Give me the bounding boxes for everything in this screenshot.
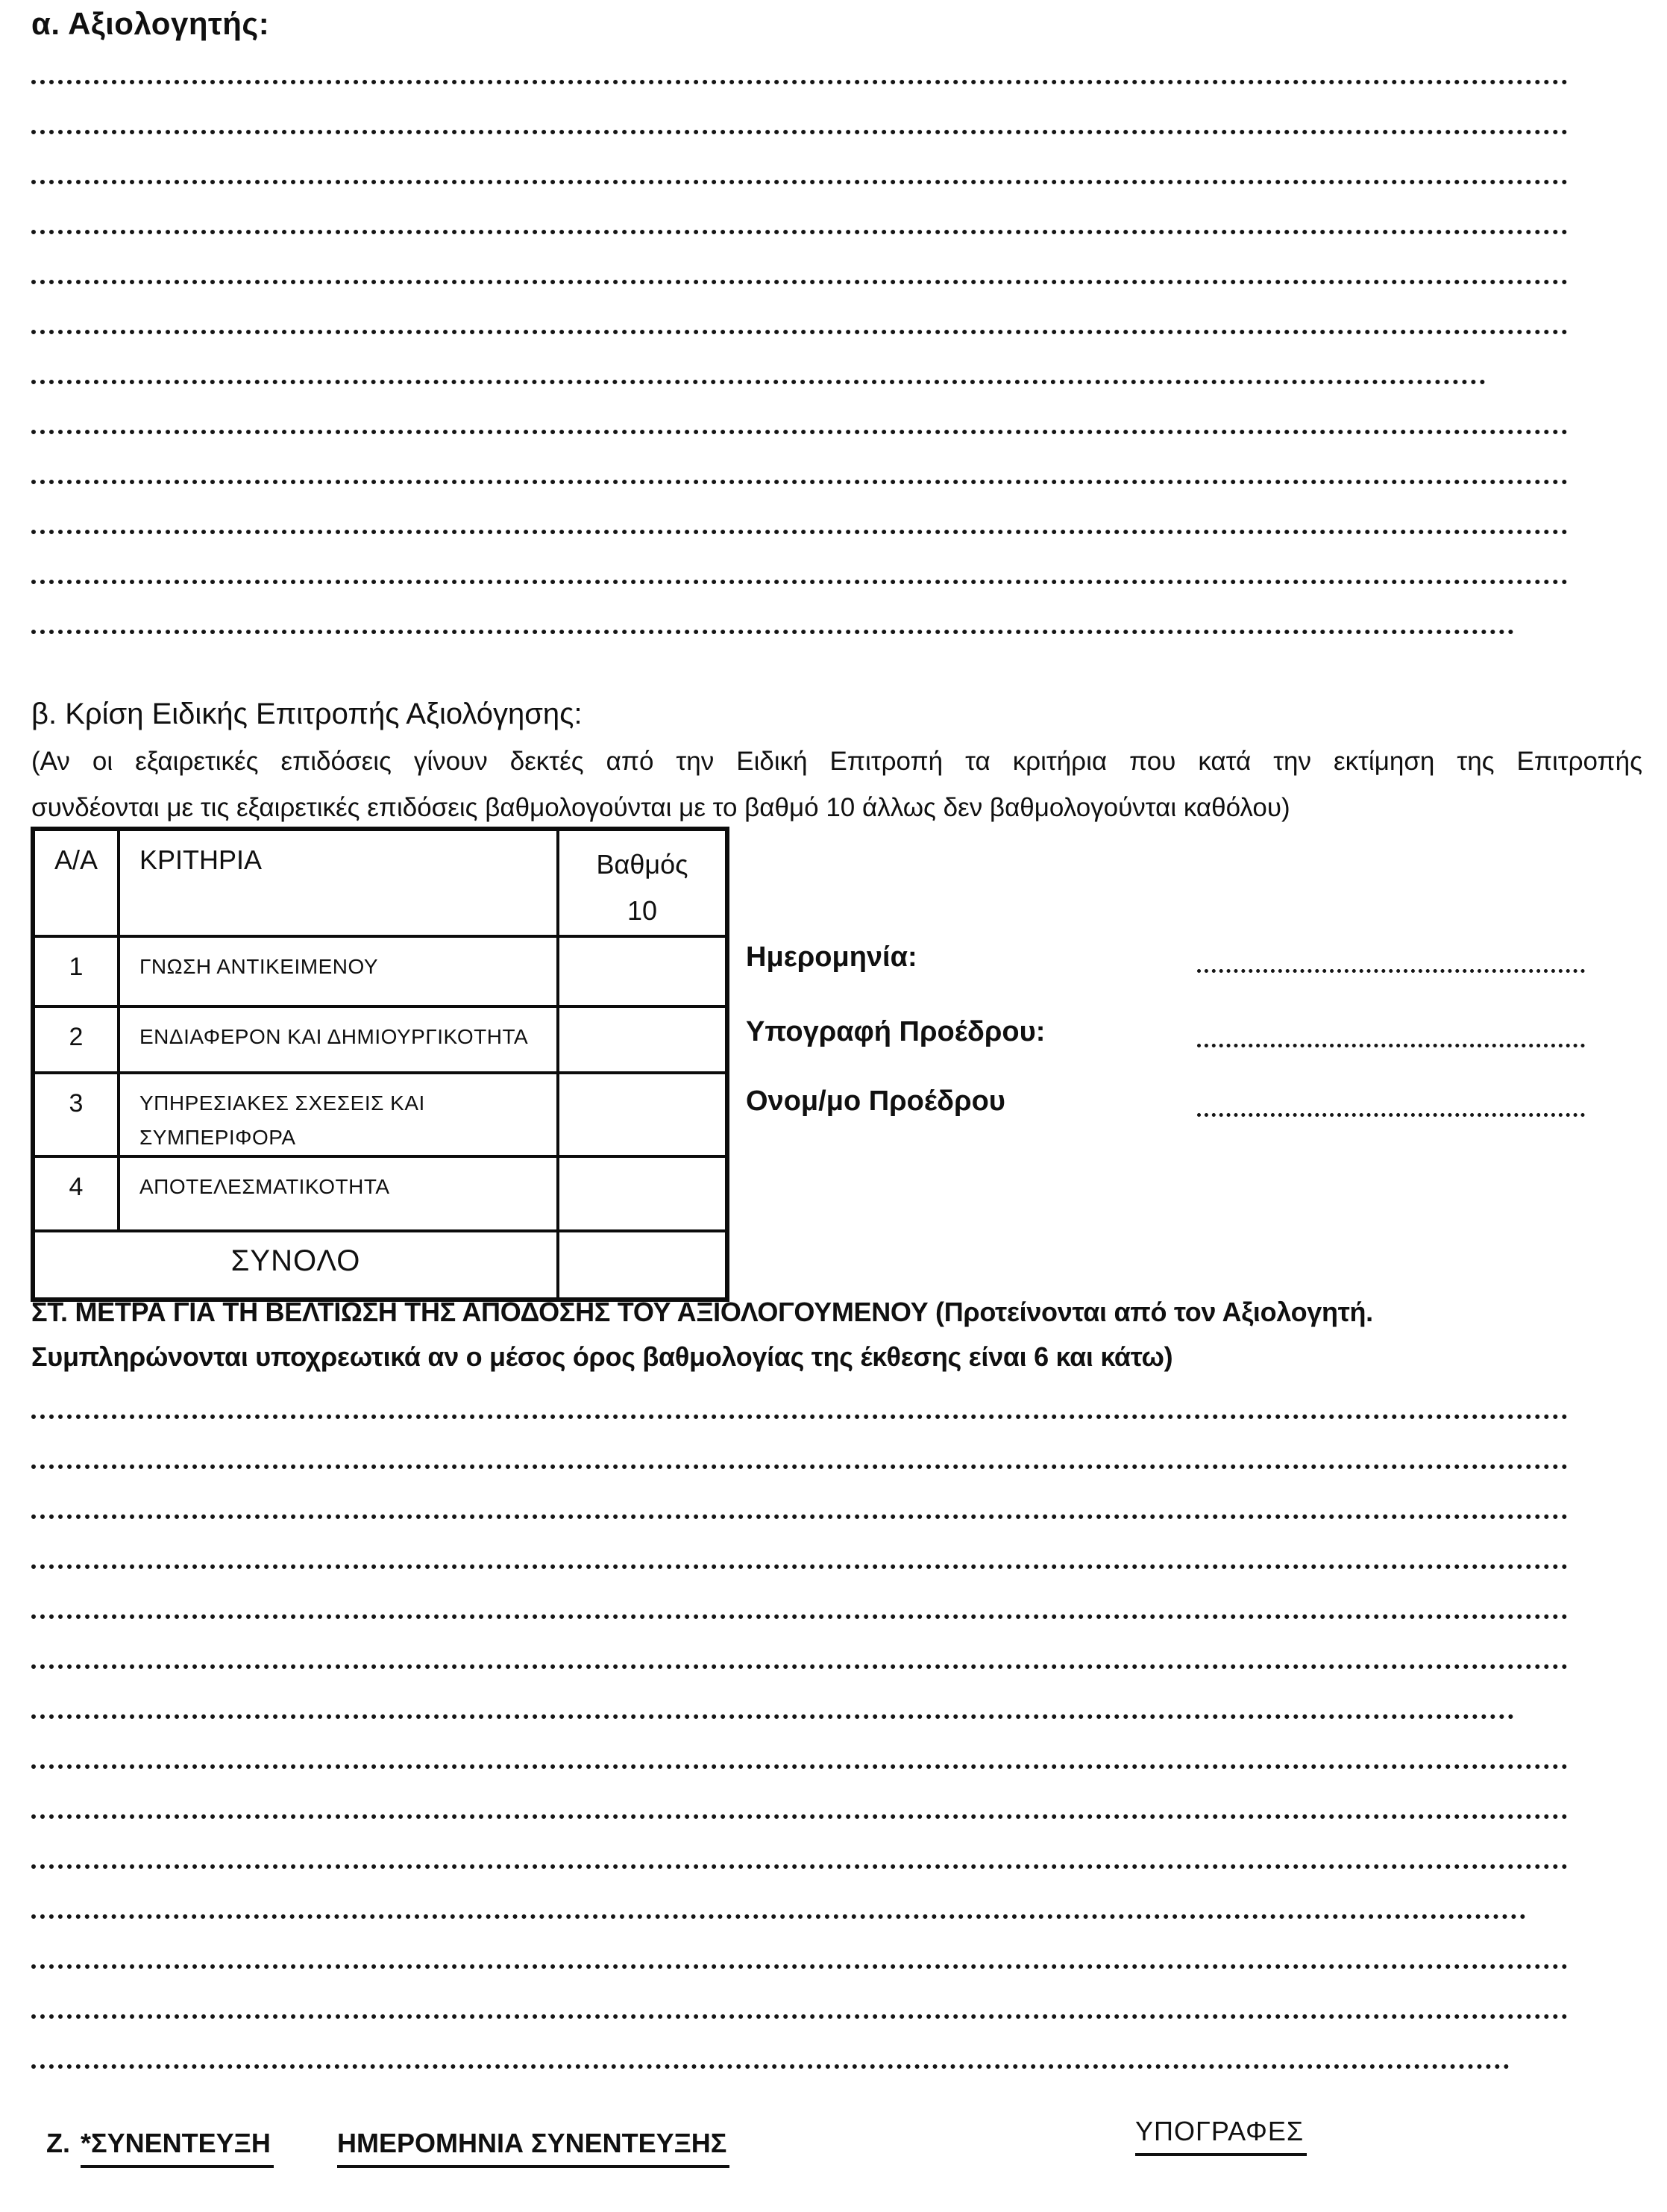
dotted-answer-line (31, 2019, 1510, 2069)
dotted-answer-line (31, 1919, 1568, 1969)
table-row (33, 936, 727, 1006)
section-z-interview (46, 2128, 274, 2168)
row-number: 2 (33, 1006, 119, 1073)
dotted-answer-line (31, 1519, 1568, 1569)
dotted-answer-line (31, 234, 1568, 284)
section-b-note-line1: (Αν οι εξαιρετικές επιδόσεις γίνουν δεκτές από την Ειδική Επιτροπή τα κριτήρια που κατά την εκτίμηση της Επιτροπής (31, 747, 1642, 776)
dotted-answer-line (31, 84, 1568, 134)
president-name-label: Ονομ/μο Προέδρου (746, 1085, 1005, 1117)
table-row (33, 1006, 727, 1073)
president-name-fill-line (1197, 1113, 1585, 1117)
row-number: 1 (33, 936, 119, 1006)
interview-date-heading (337, 2128, 729, 2168)
interview-date-label: ΗΜΕΡΟΜΗΝΙΑ ΣΥΝΕΝΤΕΥΞΗΣ (337, 2128, 729, 2168)
section-z-prefix: Ζ. (46, 2128, 70, 2158)
row-criterion: ΥΠΗΡΕΣΙΑΚΕΣ ΣΧΕΣΕΙΣ ΚΑΙ ΣΥΜΠΕΡΙΦΟΡΑ (119, 1073, 558, 1156)
row-score-cell (558, 1156, 727, 1231)
row-score-cell (558, 1073, 727, 1156)
row-criterion: ΓΝΩΣΗ ΑΝΤΙΚΕΙΜΕΝΟΥ (119, 936, 558, 1006)
dotted-answer-line (31, 1769, 1568, 1819)
dotted-answer-line (31, 384, 1568, 434)
dotted-answer-line (31, 1869, 1526, 1919)
row-number: 3 (33, 1073, 119, 1156)
table-row (33, 1073, 727, 1156)
dotted-answer-line (31, 134, 1568, 184)
header-score-label: Βαθμός (596, 849, 688, 880)
row-score-cell (558, 936, 727, 1006)
dotted-answer-line (31, 534, 1568, 584)
section-a-heading: α. Αξιολογητής: (31, 6, 270, 41)
criteria-table-header-row (33, 829, 727, 936)
dotted-answer-line (31, 284, 1568, 334)
section-b-heading: β. Κρίση Ειδικής Επιτροπής Αξιολόγησης: (31, 698, 583, 730)
header-cell-score (558, 829, 727, 936)
signatures-heading (1135, 2116, 1307, 2156)
date-fill-line (1197, 969, 1585, 973)
total-label-cell: ΣΥΝΟΛΟ (33, 1231, 558, 1300)
dotted-answer-line (31, 184, 1568, 234)
field-row-date (746, 941, 1596, 980)
header-cell-num: Α/Α (33, 829, 119, 936)
row-score-cell (558, 1006, 727, 1073)
row-criterion: ΕΝΔΙΑΦΕΡΟΝ ΚΑΙ ΔΗΜΙΟΥΡΓΙΚΟΤΗΤΑ (119, 1006, 558, 1073)
field-row-president-name (746, 1085, 1596, 1124)
date-label: Ημερομηνία: (746, 941, 917, 973)
header-cell-criteria: ΚΡΙΤΗΡΙΑ (119, 829, 558, 936)
row-number: 4 (33, 1156, 119, 1231)
dotted-answer-line (31, 34, 1568, 84)
president-signature-label: Υπογραφή Προέδρου: (746, 1016, 1046, 1047)
interview-label: *ΣΥΝΕΝΤΕΥΞΗ (81, 2128, 274, 2168)
section-z-row (0, 2116, 1667, 2180)
criteria-table (31, 827, 729, 1302)
table-total-row (33, 1231, 727, 1300)
section-b-note-line2: συνδέονται με τις εξαιρετικές επιδόσεις βαθμολογούνται με το βαθμό 10 άλλως δεν βαθμολογούνται καθόλου) (31, 793, 1290, 822)
table-row (33, 1156, 727, 1231)
section-st-answer-lines (31, 1369, 1568, 2069)
dotted-answer-line (31, 1819, 1568, 1869)
section-a-answer-lines (31, 34, 1568, 634)
row-criterion: ΑΠΟΤΕΛΕΣΜΑΤΙΚΟΤΗΤΑ (119, 1156, 558, 1231)
signatures-label: ΥΠΟΓΡΑΦΕΣ (1135, 2116, 1307, 2156)
dotted-answer-line (31, 484, 1568, 534)
header-score-max: 10 (627, 895, 658, 926)
section-st-heading-line1: ΣΤ. ΜΕΤΡΑ ΓΙΑ ΤΗ ΒΕΛΤΙΩΣΗ ΤΗΣ ΑΠΟΔΟΣΗΣ ΤΟΥ ΑΞΙΟΛΟΓΟΥΜΕΝΟΥ (Προτείνονται από τον Αξιολογητή. (31, 1297, 1373, 1327)
dotted-answer-line (31, 1419, 1568, 1469)
dotted-answer-line (31, 334, 1486, 384)
dotted-answer-line (31, 1619, 1568, 1669)
total-score-cell (558, 1231, 727, 1300)
field-row-president-signature (746, 1016, 1596, 1055)
dotted-answer-line (31, 1969, 1568, 2019)
dotted-answer-line (31, 1669, 1514, 1719)
dotted-answer-line (31, 1469, 1568, 1519)
dotted-answer-line (31, 1369, 1568, 1419)
dotted-answer-line (31, 584, 1514, 634)
dotted-answer-line (31, 1719, 1568, 1769)
president-signature-fill-line (1197, 1044, 1585, 1047)
section-st-heading-line2: Συμπληρώνονται υποχρεωτικά αν ο μέσος όρος βαθμολογίας της έκθεσης είναι 6 και κάτω) (31, 1341, 1173, 1372)
dotted-answer-line (31, 1569, 1568, 1619)
dotted-answer-line (31, 434, 1568, 484)
